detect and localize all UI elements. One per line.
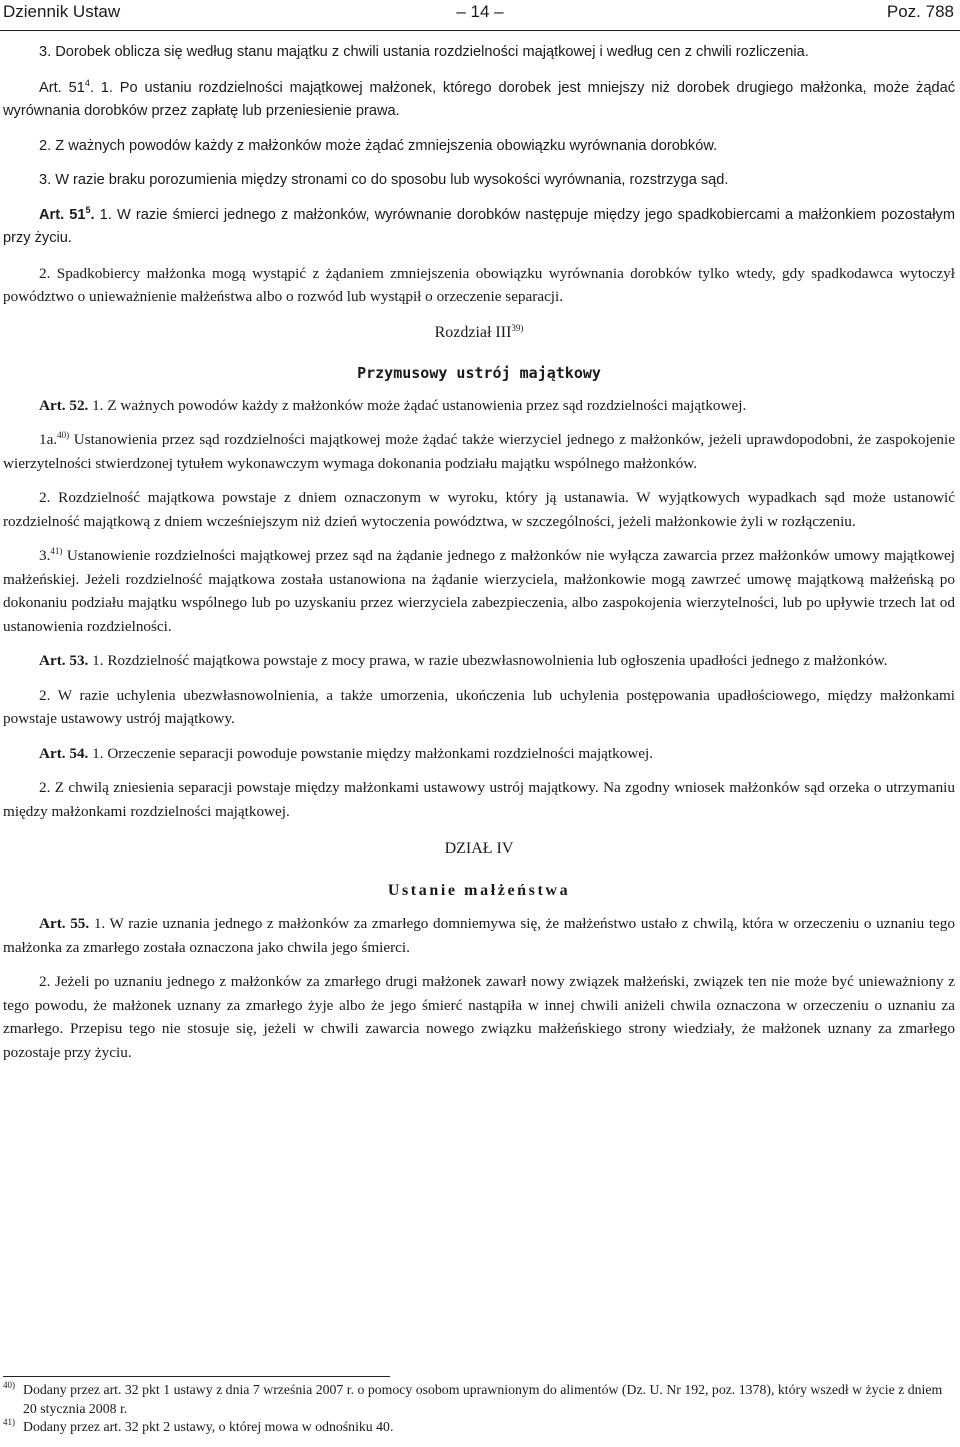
paragraph-dorobek: 3. Dorobek oblicza się według stanu majątku z chwili ustania rozdzielności majątkowej i według cen z chwili rozliczenia. [39,44,809,60]
footnote-text: Dodany przez art. 32 pkt 1 ustawy z dnia 7 września 2007 r. o pomocy osobom uprawnionym do alimentów (Dz. U. Nr 192, poz. 1378), który wszedł w życie z dniem 20 stycznia 2008 r. [23,1382,943,1416]
footnote-divider [3,1376,390,1377]
article-54 [3,742,955,766]
paragraph-52-1a: 1a.$^{40)}$ Ustanowienia przez sąd rozdzielności majątkowej może żądać także wierzyciel jednego z małżonków, jeżeli uprawdopodobni, że zaspokojenie wierzytelności stwierdzonej tytułem wykonawczym wymaga dokonania podziału majątku wspólnego małżonków. [3,430,955,472]
article-53 [3,649,955,673]
footnote-ref-41: 41) [50,546,63,556]
paragraph-55-2: 2. Jeżeli po uznaniu jednego z małżonków za zmarłego drugi małżonek zawarł nowy związek małżeński, związek ten nie może być unieważniony z tego powodu, że małżonek uznany za zmarłego żyje albo że jego śmierć nastąpiła w innej chwili aniżeli chwila oznaczona w orzeczeniu o uznaniu za zmarłego. Przepisu tego nie stosuje się, jeżeli w chwili zawarcia nowego związku małżeńskiego strony wiedziały, że małżonek uznany za zmarłego pozostaje przy życiu. [3,973,955,1061]
article-label: Art. 52. [39,396,89,414]
article-text: 1. Z ważnych powodów każdy z małżonków może żądać ustanowienia przez sąd rozdzielności majątkowej. [88,396,747,414]
chapter-footnote-ref: 39) [511,322,524,333]
paragraph-53-2: 2. W razie uchylenia ubezwłasnowolnienia, a także umorzenia, ukończenia lub uchylenia postępowania upadłościowego, między małżonkami powstaje ustawowy ustrój majątkowy. [3,686,955,727]
article-55 [3,912,955,959]
article-51-5: Art. $51^5$. 1. W razie śmierci jednego z małżonków, wyrównanie dorobków następuje między jego spadkobiercami a małżonkiem pozostałym przy życiu. [3,204,955,246]
footnote-number: 40) [3,1380,15,1390]
division-title: Ustanie małżeństwa [387,882,571,899]
article-superscript: 4 [84,77,90,88]
footnote-text: Dodany przez art. 32 pkt 2 ustawy, o której mowa w odnośniku 40. [23,1419,394,1434]
article-text: 1. W razie śmierci jednego z małżonków, wyrównanie dorobków następuje między jego spadkobiercami a małżonkiem pozostałym przy życiu. [3,206,955,246]
footnote-number: 41) [3,1417,15,1427]
article-text: 1. W razie uznania jednego z małżonków za zmarłego domniemywa się, że małżeństwo ustało z chwilą, która w orzeczeniu o uznaniu tego małżonka za zmarłego została oznaczona jako chwila jego śmierci. [3,915,955,956]
article-text: 1. Rozdzielność majątkowa powstaje z mocy prawa, w razie ubezwłasnowolnienia lub ogłoszenia upadłości jednego z małżonków. [88,652,888,669]
journal-title: Dziennik Ustaw [3,2,121,21]
paragraph-52-3: 3.$^{41)}$ Ustanowienie rozdzielności majątkowej przez sąd na żądanie jednego z małżonków nie wyłącza zawarcia przez małżonków umowy majątkowej małżeńskiej. Jeżeli rozdzielność majątkowa została ustanowiona na żądanie wierzyciela, małżonkowie mogą zawrzeć umowę majątkową małżeńską po dokonaniu podziału majątku wspólnego lub po uzyskaniu przez wierzyciela zabezpieczenia, albo zaspokojenia wierzytelności, lub po upływie trzech lat od ustanowienia rozdzielności. [3,546,955,635]
article-label: Art. 51 [39,79,85,96]
chapter-title: Przymusowy ustrój majątkowy [357,363,601,382]
position-number: Poz. 788 [886,2,954,21]
article-label: Art. 55. [39,915,90,932]
article-superscript: 5 [85,204,91,215]
paragraph-51-4-3: 3. W razie braku porozumienia między stronami co do sposobu lub wysokości wyrównania, rozstrzyga sąd. [39,172,729,188]
article-text: 1. Orzeczenie separacji powoduje powstanie między małżonkami rozdzielności majątkowej. [88,744,654,762]
page-header [0,0,960,31]
chapter-heading: Rozdział III$^{39)}$ [434,322,524,341]
page-number: – 14 – [456,2,504,21]
article-label: Art. 54. [39,744,89,762]
paragraph-52-2: 2. Rozdzielność majątkowa powstaje z dniem oznaczonym w wyroku, który ją ustanawia. W wyjątkowych wypadkach sąd może ustanowić rozdzielność majątkową z dniem wcześniejszym niż dzień wytoczenia powództwa, w szczególności, jeżeli małżonkowie żyli w rozłączeniu. [3,489,955,530]
article-51-4 [3,77,955,124]
division-heading: DZIAŁ IV [444,840,514,857]
footnote-41 [3,1418,955,1437]
article-label: Art. 51 [39,206,86,223]
article-label: Art. 53. [39,652,89,669]
paragraph-51-4-2: 2. Z ważnych powodów każdy z małżonków może żądać zmniejszenia obowiązku wyrównania dorobków. [39,137,718,154]
footnotes [3,1381,955,1437]
paragraph-54-2: 2. Z chwilą zniesienia separacji powstaje między małżonkami ustawowy ustrój majątkowy. Na zgodny wniosek małżonków sąd orzeka o utrzymaniu między małżonkami rozdzielności majątkowej. [3,779,955,820]
article-text: . 1. Po ustaniu rozdzielności majątkowej małżonek, którego dorobek jest mniejszy niż dorobek drugiego małżonka, może żądać wyrównania dorobków przez zapłatę lub przeniesienie prawa. [3,79,955,119]
footnote-40 [3,1381,955,1418]
paragraph-51-5-2: 2. Spadkobiercy małżonka mogą wystąpić z żądaniem zmniejszenia obowiązku wyrównania dorobków tylko wtedy, gdy spadkodawca wytoczył powództwo o unieważnienie małżeństwa albo o rozwód lub wystąpił o orzeczenie separacji. [3,264,955,305]
document-body [3,41,955,1064]
article-52 [3,394,955,418]
footnote-ref-40: 40) [57,430,70,440]
